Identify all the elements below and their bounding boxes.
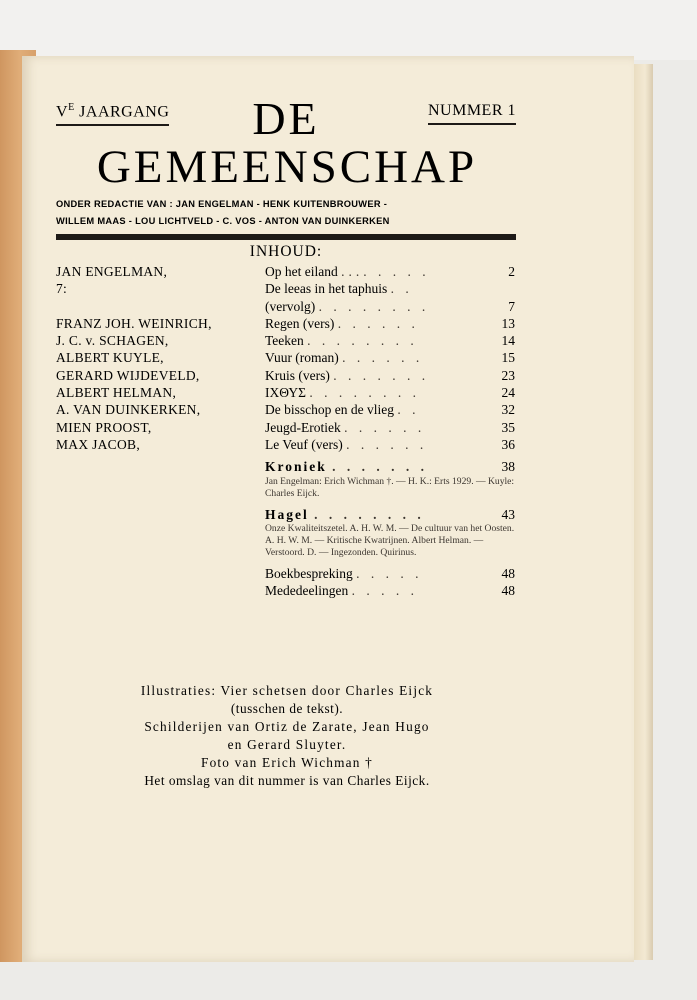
editors-line-1: ONDER REDACTIE VAN : JAN ENGELMAN - HENK KUITENBROUWER - [56,199,388,209]
editors-line-2: WILLEM MAAS - LOU LICHTVELD - C. VOS - ANTON VAN DUINKERKEN [56,216,390,226]
author-name: ALBERT KUYLE, [56,350,164,366]
credit-line: (tusschen de tekst). [230,701,344,716]
toc-entry: Op het eiland .... . . . . 2 [265,264,515,279]
section-subtext: Jan Engelman: Erich Wichman †. — H. K.: Erts 1929. — Kuyle: Charles Eijck. [265,475,515,499]
author-name: MIEN PROOST, [56,419,152,435]
toc-heading: INHOUD: [249,243,323,260]
toc-entry: De bisschop en de vlieg . . 32 [265,402,515,418]
author-name [56,298,266,315]
issue-label: NUMMER 1 [428,102,516,125]
author-name: A. VAN DUINKERKEN, [56,402,201,418]
title-de: DE [252,93,320,144]
author-name: JAN ENGELMAN, [56,264,168,279]
credit-line: Schilderijen van Ortiz de Zarate, Jean Hugo [144,719,430,734]
author-name: FRANZ JOH. WEINRICH, [56,315,212,331]
page-edges [632,64,653,960]
toc-entry: Le Veuf (vers) . . . . . . 36 [265,436,515,452]
toc-entry: Boekbespreking . . . . . 48 [265,565,515,581]
toc-entry: Regen (vers) . . . . . . 13 [265,315,515,331]
credit-line: Foto van Erich Wichman † [200,755,374,770]
credit-line: en Gerard Sluyter. [227,737,347,752]
author-name: MAX JACOB, [56,436,141,452]
illustration-credits [56,682,518,790]
toc-entry: (vervolg) . . . . . . . . 7 [265,298,515,314]
author-name: GERARD WIJDEVELD, [56,367,200,383]
toc-entry: Vuur (roman) . . . . . . 15 [265,350,515,366]
author-column [56,263,266,453]
toc-entry: De leeas in het taphuis . . [265,281,413,297]
author-name: 7: [56,281,68,297]
toc-entry: ΙΧΘΥΣ . . . . . . . . 24 [265,385,515,401]
toc-entry: Teeken . . . . . . . . 14 [265,333,515,349]
section-subtext: Onze Kwaliteitszetel. A. H. W. M. — De cultuur van het Oosten. A. H. W. M. — Kritische Kwatrijnen. Albert Helman. — Verstoord. D. — Ingezonden. Quirinus. [265,522,515,558]
toc-section-kroniek: Kroniek . . . . . . . 38 [265,459,515,475]
author-name: J. C. v. SCHAGEN, [56,333,169,349]
toc-entry: Jeugd-Erotiek . . . . . . 35 [265,419,515,435]
toc-entry: Kruis (vers) . . . . . . . 23 [265,367,515,383]
volume-label: $V^E$ JAARGANG [56,102,169,126]
backdrop [0,0,697,60]
toc-entry: Mededeelingen . . . . . 48 [265,583,515,599]
toc-section-hagel: Hagel . . . . . . . . 43 [265,506,515,522]
credit-line: Illustraties: Vier schetsen door Charles Eijck [140,683,434,698]
editors [56,196,518,230]
header-rule [56,234,516,240]
author-name: ALBERT HELMAN, [56,385,177,401]
toc-entries [265,263,515,599]
magazine-title: GEMEENSCHAP [96,141,478,193]
credit-line: Het omslag van dit nummer is van Charles Eijck. [144,773,430,788]
